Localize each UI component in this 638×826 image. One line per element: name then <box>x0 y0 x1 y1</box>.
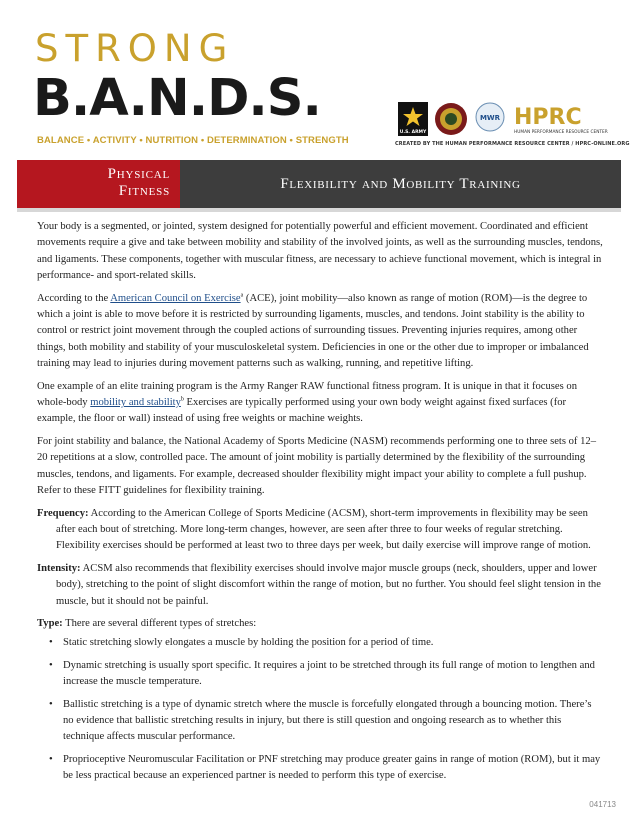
hprc-logo-subtext: HUMAN PERFORMANCE RESOURCE CENTER <box>514 130 608 135</box>
list-item: • Static stretching slowly elongates a muscle by holding the position for a period of time. <box>49 635 603 651</box>
p3-post: Exercises are typically performed using your own body weight against fixed surfaces (for example, the floor or wall) instead of using free weights or machine weights. <box>37 397 567 425</box>
stretch-types-list <box>37 635 603 784</box>
document-number: 041713 <box>589 800 616 809</box>
list-item: • Dynamic stretching is usually sport specific. It requires a joint to be stretched through its full range of motion to lengthen and increase the muscle temperature. <box>49 658 603 691</box>
p2-post: (ACE), joint mobility—also known as range of motion (ROM)—is the degree to which a joint is able to move before it is restricted by surrounding ligaments, muscles, and tendons. Joint stability is the ability to control or restrict joint movement through the coupled actions of surrounding tissues. Preventing injuries requires, among other things, both mobility and stability of your musculoskeletal system. Deficiencies in one or the other due to improper or imbalanced training may lead to injuries during movement patterns such as walking, running, and repetitive lifting. <box>37 292 589 370</box>
paragraph-intro: Your body is a segmented, or jointed, system designed for potentially powerful and efficient movement. Coordinated and efficient movements require a give and take between mobility and stability of the involved joints, as well as the surrounding muscles, tendons, and ligaments. These components, together with muscular fitness, are necessary to achieve functional movement, which is integral in performance- and sport-related skills. <box>37 221 603 282</box>
army-logo <box>398 102 428 136</box>
category-label <box>17 166 170 200</box>
hprc-logo <box>512 102 612 138</box>
topic-title: Flexibility and Mobility Training <box>280 176 521 192</box>
paragraph-nasm: For joint stability and balance, the National Academy of Sports Medicine (NASM) recommends performing one to three sets of 12–20 repetitions at a slow, controlled pace. The amount of joint mobility is partially determined by the flexibility of the surrounding muscles, tendons, and ligaments. For example, decreased shoulder flexibility might impact your ability to complete a full pushup. Refer to these FITT guidelines for flexibility training. <box>37 435 596 497</box>
banner-underline <box>17 208 621 212</box>
mwr-logo <box>474 102 506 136</box>
list-item: • Ballistic stretching is a type of dynamic stretch where the muscle is forcefully elongated through a bouncing motion. There’s no evidence that ballistic stretching results in injury, but there is still question and ongoing research as to whether this technique affects muscular performance. <box>49 697 603 746</box>
intensity-text: ACSM also recommends that flexibility exercises should involve major muscle groups (neck, shoulders, upper and lower body), stretching to the point of slight discomfort within the range of motion, but no further. You should feel slight tension in the muscle, but it should not be painful. <box>56 562 601 607</box>
category-line-2: Fitness <box>118 183 170 199</box>
partner-logos <box>398 102 613 138</box>
category-line-1: Physical <box>107 166 170 182</box>
ace-link[interactable]: American Council on Exercise <box>110 292 241 304</box>
paragraph-ace <box>37 291 603 373</box>
mobility-stability-link[interactable]: mobility and stability <box>90 397 181 409</box>
intensity-item <box>37 561 603 610</box>
type-label: Type: <box>37 617 63 629</box>
paragraph-ranger <box>37 379 603 428</box>
frequency-item <box>37 506 603 555</box>
ace-footnote: a <box>240 292 244 299</box>
list-item: • Proprioceptive Neuromuscular Facilitation or PNF stretching may produce greater gains in range of motion (ROM), but it may be less practical because an experienced partner is needed to perform this type of exercise. <box>49 752 603 785</box>
intensity-label: Intensity: <box>37 562 81 574</box>
tagline: BALANCE • ACTIVITY • NUTRITION • DETERMINATION • STRENGTH <box>37 135 349 146</box>
created-by: CREATED BY THE HUMAN PERFORMANCE RESOURCE CENTER / HPRC-ONLINE.ORG <box>395 141 630 147</box>
type-item <box>37 616 603 632</box>
frequency-text: According to the American College of Sports Medicine (ACSM), short-term improvements in flexibility may be seen after each bout of stretching. More long-term changes, however, are seen after three to four weeks of regular stretching. Flexibility exercises should be performed at least two to three days per week, but daily exercise will improve range of motion. <box>56 507 591 552</box>
frequency-label: Frequency: <box>37 507 89 519</box>
strong-title: STRONG <box>35 27 235 70</box>
article-body <box>37 219 603 791</box>
hprc-logo-text: HPRC <box>514 105 582 130</box>
seal-logo <box>434 102 468 136</box>
bands-title: B.A.N.D.S. <box>33 69 321 128</box>
p2-pre: According to the <box>37 292 111 304</box>
army-logo-text: U.S. ARMY <box>399 130 427 135</box>
p3-pre: One example of an elite training program is the Army Ranger RAW functional fitness program. It is unique in that it focuses on whole-body <box>37 380 577 409</box>
mwr-logo-text: MWR <box>479 114 501 122</box>
type-text: There are several different types of stretches: <box>62 617 257 629</box>
mobility-footnote: b <box>180 396 184 403</box>
